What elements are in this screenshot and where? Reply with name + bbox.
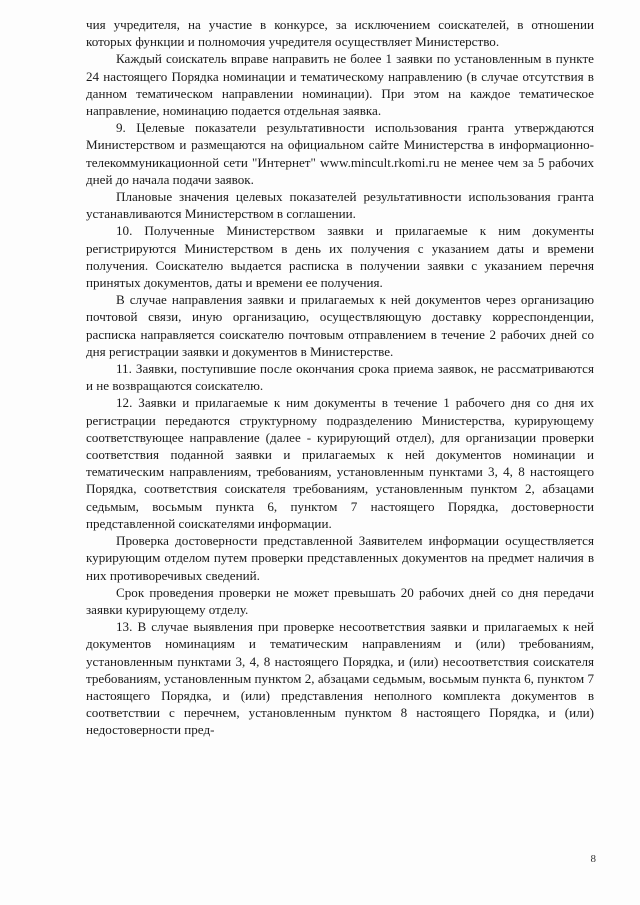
- paragraph-9: Срок проведения проверки не может превышать 20 рабочих дней со дня передачи заявки курирующему отделу.: [86, 584, 594, 617]
- document-body: [86, 16, 594, 739]
- paragraph-2: 9. Целевые показатели результативности использования гранта утверждаются Министерством и размещаются на официальном сайте Министерства в информационно-телекоммуникационной сети "Интернет" www.mincult.rkomi.ru не менее чем за 5 рабочих дней до начала подачи заявок.: [86, 120, 594, 187]
- paragraph-6: 11. Заявки, поступившие после окончания срока приема заявок, не рассматриваются и не возвращаются соискателю.: [86, 361, 594, 394]
- paragraph-7: 12. Заявки и прилагаемые к ним документы в течение 1 рабочего дня со дня их регистрации передаются структурному подразделению Министерства, курирующему соответствующее направление (далее - курирующий отдел), для организации проверки соответствия поданной заявки и прилагаемых к ней документов номинации и тематическим направлениям, требованиям, установленным пунктами 3, 4, 8 настоящего Порядка, соответствия соискателя требованиям, установленным пунктом 2, абзацами седьмым, восьмым пункта 6, пунктом 7 настоящего Порядка, достоверности представленной соискателями информации.: [86, 395, 594, 531]
- paragraph-10: 13. В случае выявления при проверке несоответствия заявки и прилагаемых к ней документов номинациям и тематическим направлениям и (или) требованиям, установленным пунктами 3, 4, 8 настоящего Порядка, и (или) несоответствия соискателя требованиям, установленным пунктом 2, абзацами седьмым, восьмым пункта 6, пунктом 7 настоящего Порядка, и (или) представления неполного комплекта документов в соответствии с перечнем, установленным пунктом 8 настоящего Порядка, и (или) недостоверности пред-: [86, 619, 594, 738]
- paragraph-0: чия учредителя, на участие в конкурсе, за исключением соискателей, в отношении которых функции и полномочия учредителя осуществляет Министерство.: [86, 17, 594, 50]
- paragraph-8: Проверка достоверности представленной Заявителем информации осуществляется курирующим отделом путем проверки представленных документов на предмет наличия в них противоречивых сведений.: [86, 533, 594, 583]
- paragraph-5: В случае направления заявки и прилагаемых к ней документов через организацию почтовой связи, иную организацию, осуществляющую доставку корреспонденции, расписка направляется соискателю почтовым отправлением в течение 2 рабочих дней со дня регистрации заявки и документов в Министерстве.: [86, 292, 594, 359]
- paragraph-1: Каждый соискатель вправе направить не более 1 заявки по установленным в пункте 24 настоящего Порядка номинации и тематическому направлению (в случае отсутствия в данном тематическом направлении номинации). При этом на каждое тематическое направление, номинацию подается отдельная заявка.: [86, 51, 594, 119]
- paragraph-4: 10. Полученные Министерством заявки и прилагаемые к ним документы регистрируются Министерством в день их получения с указанием даты и времени получения. Соискателю выдается расписка в получении заявки с указанием перечня принятых документов, даты и времени ее получения.: [86, 223, 594, 291]
- paragraph-3: Плановые значения целевых показателей результативности использования гранта устанавливаются Министерством в соглашении.: [86, 189, 594, 222]
- page-number: 8: [590, 853, 596, 865]
